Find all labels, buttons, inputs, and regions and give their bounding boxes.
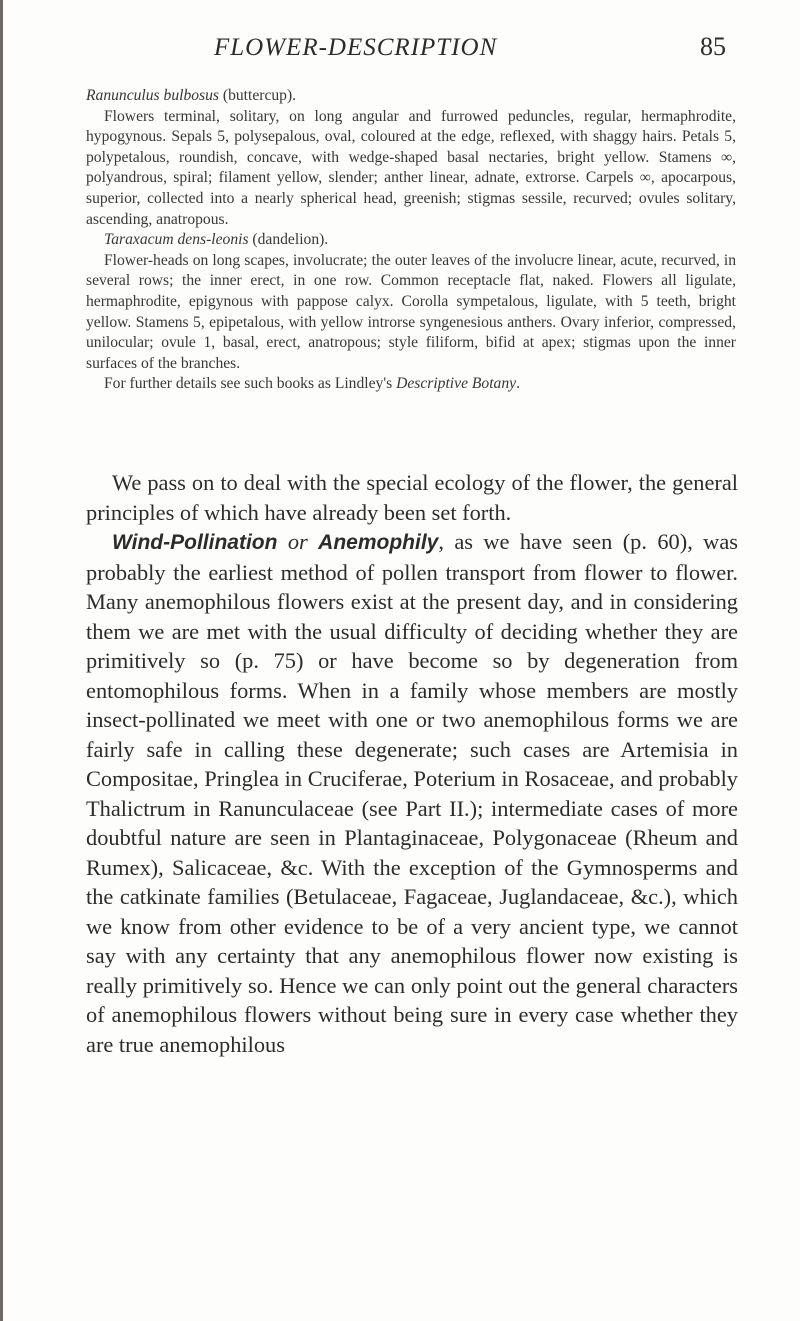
anemophily-text: , as we have seen (p. 60), was probably the earliest method of pollen transport from flower to flower. Many anemophilous flowers exist at the present day, and in considering them we are met with the usual difficulty of deciding whether they are primitively so (p. 75) or have become so by degeneration from entomophilous forms. When in a family whose members are mostly insect-pollinated we meet with one or two anemophilous forms we are fairly safe in calling these degenerate; such cases are Artemisia in Compositae, Pringlea in Cruciferae, Poterium in Rosaceae, and probably Thalictrum in Ranunculaceae (see Part II.); intermediate cases of more doubtful nature are seen in Plantaginaceae, Polygonaceae (Rheum and Rumex), Salicaceae, &c. With the exception of the Gymnosperms and the catkinate families (Betulaceae, Fagaceae, Juglandaceae, &c.), which we know from other evidence to be of a very ancient type, we cannot say with any certainty that any anemophilous flower now existing is really primitively so. Hence we can only point out the general characters of anemophilous flowers without being sure in every case whether they are true anemophilous	[86, 529, 739, 1057]
further-reading	[86, 374, 736, 395]
intro-paragraph: We pass on to deal with the special ecology of the flower, the general principles of which have already been set forth.	[86, 470, 738, 525]
taraxacum-text: Flower-heads on long scapes, involucrate; the outer leaves of the involucre linear, acute, recurved, in several rows; the inner erect, in one row. Common receptacle flat, naked. Flowers all ligulate, hermaphrodite, epigynous with pappose calyx. Corolla sympetalous, ligulate, with 5 teeth, bright yellow. Stamens 5, epipetalous, with yellow introrse syngenesious anthers. Ovary inferior, compressed, unilocular; ovule 1, basal, erect, anatropous; style filiform, bifid at apex; stigmas upon the inner surfaces of the branches.	[86, 251, 736, 372]
ranunculus-description	[86, 86, 736, 107]
ranunculus-common-name: (buttercup).	[218, 87, 297, 104]
section-heading: Wind-Pollination	[112, 531, 278, 554]
running-title: FLOWER-DESCRIPTION	[214, 34, 498, 61]
taraxacum-description	[86, 230, 736, 251]
taraxacum-name: Taraxacum dens-leonis	[104, 231, 249, 249]
further-reading-end: .	[516, 375, 520, 393]
species-descriptions	[86, 86, 736, 395]
book-title: Descriptive Botany	[396, 375, 517, 393]
page-number: 85	[700, 32, 726, 61]
heading-or: or	[277, 529, 319, 554]
page-edge-shadow	[0, 0, 3, 1321]
section-heading-alt: Anemophily	[318, 531, 439, 554]
ranunculus-name: Ranunculus bulbosus	[86, 87, 219, 104]
further-reading-text: For further details see such books as Lindley's	[104, 375, 397, 393]
ranunculus-text: Flowers terminal, solitary, on long angular and furrowed peduncles, regular, hermaphrodite, hypogynous. Sepals 5, polysepalous, oval, coloured at the edge, reflexed, with shaggy hairs. Petals 5, polypetalous, roundish, concave, with wedge-shaped basal nectaries, bright yellow. Stamens ∞, polyandrous, spiral; filament yellow, slender; anther linear, adnate, extrorse. Carpels ∞, apocarpous, superior, collected into a nearly spherical head, greenish; stigmas sessile, recurved; ovules solitary, ascending, anatropous.	[86, 107, 736, 228]
taraxacum-common-name: (dandelion).	[248, 231, 329, 249]
main-text	[86, 468, 738, 1059]
page-header	[0, 30, 800, 70]
anemophily-paragraph	[86, 527, 738, 1059]
